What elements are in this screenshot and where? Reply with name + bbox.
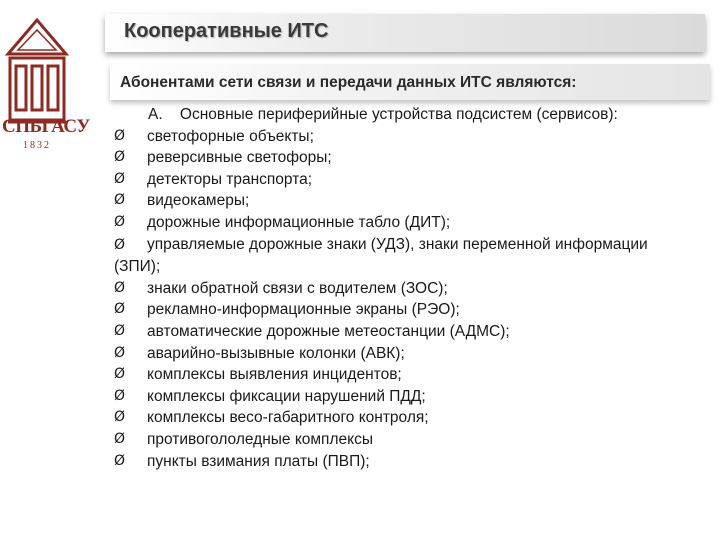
list-item [114, 343, 684, 365]
logo-text: СПБГАСУ [2, 116, 90, 137]
list-item [114, 190, 684, 212]
list-item [114, 278, 684, 300]
arrow-bullet-icon: Ø [114, 149, 126, 166]
list-item-text: комплексы весо-габаритного контроля; [147, 409, 429, 427]
arrow-bullet-icon: Ø [114, 192, 126, 209]
list-item-text: автоматические дорожные метеостанции (АДМС); [147, 322, 510, 340]
list-item [114, 299, 684, 321]
bullet-list [114, 126, 684, 473]
arrow-bullet-icon: Ø [114, 127, 126, 144]
list-item [114, 429, 684, 451]
list-item [114, 321, 684, 343]
list-item-text: комплексы выявления инцидентов; [147, 366, 402, 384]
arrow-bullet-icon: Ø [114, 236, 126, 253]
list-item [114, 126, 684, 148]
list-item [114, 169, 684, 191]
list-item-text: рекламно-информационные экраны (РЭО); [147, 301, 460, 319]
list-item [114, 364, 684, 386]
arrow-bullet-icon: Ø [114, 430, 126, 447]
arrow-bullet-icon: Ø [114, 279, 126, 296]
list-item [114, 147, 684, 169]
list-item [114, 386, 684, 408]
arrow-bullet-icon: Ø [114, 301, 126, 318]
list-item-text: знаки обратной связи с водителем (ЗОС); [147, 279, 448, 297]
list-item-text: противогололедные комплексы [147, 430, 373, 448]
arrow-bullet-icon: Ø [114, 387, 126, 404]
content [114, 104, 684, 472]
list-item-text: светофорные объекты; [147, 127, 314, 145]
list-item-text: аварийно-вызывные колонки (АВК); [147, 344, 405, 362]
list-item-text: комплексы фиксации нарушений ПДД; [147, 387, 426, 405]
intro-letter: А. [148, 106, 163, 123]
page-title: Кооперативные ИТС [124, 20, 329, 42]
subtitle: Абонентами сети связи и передачи данных ИТС являются: [120, 74, 577, 91]
list-item-text: детекторы транспорта; [147, 170, 313, 188]
arrow-bullet-icon: Ø [114, 322, 126, 339]
list-item [114, 212, 684, 234]
list-item-text: дорожные информационные табло (ДИТ); [147, 213, 451, 231]
arrow-bullet-icon: Ø [114, 344, 126, 361]
arrow-bullet-icon: Ø [114, 213, 126, 230]
list-item-text: реверсивные светофоры; [147, 149, 332, 167]
list-item-text: управляемые дорожные знаки (УДЗ), знаки переменной информации (ЗПИ); [114, 235, 648, 276]
arrow-bullet-icon: Ø [114, 409, 126, 426]
list-item [114, 451, 684, 473]
arrow-bullet-icon: Ø [114, 452, 126, 469]
list-item [114, 407, 684, 429]
logo-year: 1832 [23, 140, 51, 151]
intro-paragraph [114, 104, 684, 126]
arrow-bullet-icon: Ø [114, 170, 126, 187]
intro-text: Основные периферийные устройства подсистем (сервисов): [179, 106, 618, 123]
list-item [114, 234, 684, 278]
arrow-bullet-icon: Ø [114, 366, 126, 383]
list-item-text: пункты взимания платы (ПВП); [147, 452, 370, 470]
list-item-text: видеокамеры; [147, 192, 250, 210]
